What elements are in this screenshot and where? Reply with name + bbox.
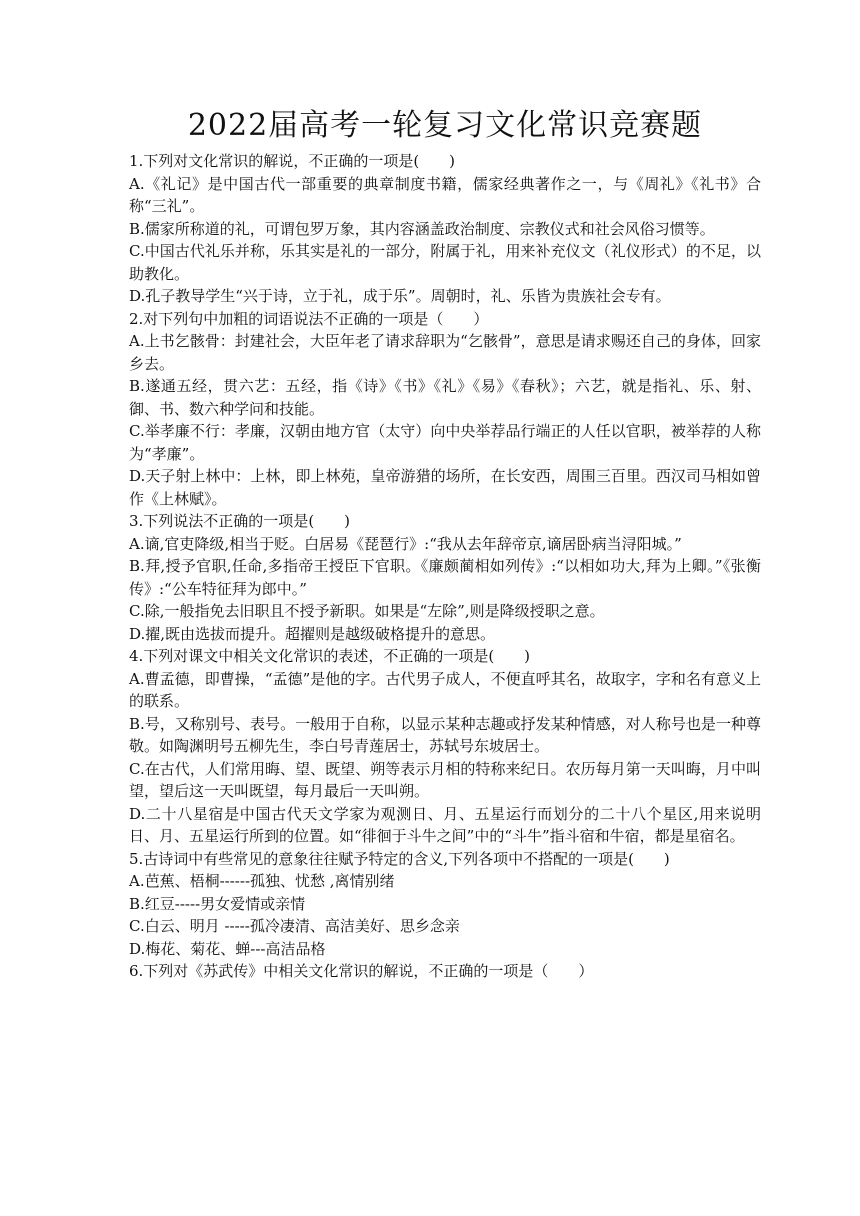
document-body [129,150,761,983]
question-2-option-d: D.天子射上林中：上林，即上林苑，皇帝游猎的场所，在长安西，周围三百里。西汉司马相如曾作《上林赋》。 [129,467,761,508]
question-2-stem: 2.对下列句中加粗的词语说法不正确的一项是（ ） [129,309,489,328]
question-5-option-b: B.红豆-----男女爱情或亲情 [129,894,306,913]
question-1-option-c: C.中国古代礼乐并称，乐其实是礼的一部分，附属于礼，用来补充仪文（礼仪形式）的不足，以助教化。 [129,242,761,283]
question-3-option-a: A.谪,官吏降级,相当于贬。白居易《琵琶行》:“我从去年辞帝京,谪居卧病当浔阳城。” [129,534,682,553]
question-2-option-a: A.上书乞骸骨：封建社会，大臣年老了请求辞职为“乞骸骨”，意思是请求赐还自己的身体，回家乡去。 [129,332,761,373]
question-1-stem: 1.下列对文化常识的解说，不正确的一项是( ) [129,152,456,170]
question-1-option-d: D.孔子教导学生“兴于诗，立于礼，成于乐”。周朝时，礼、乐皆为贵族社会专有。 [129,287,671,305]
question-3-option-c: C.除,一般指免去旧职且不授予新职。如果是“左除”,则是降级授职之意。 [129,602,605,620]
question-4-option-b: B.号，又称别号、表号。一般用于自称，以显示某种志趣或抒发某种情感，对人称号也是一种尊敬。如陶渊明号五柳先生，李白号青莲居士，苏轼号东坡居士。 [129,714,761,755]
document-title: 2022届高考一轮复习文化常识竞赛题 [187,108,703,143]
question-4-option-c: C.在古代，人们常用晦、望、既望、朔等表示月相的特称来纪日。农历每月第一天叫晦，月中叫望，望后这一天叫既望，每月最后一天叫朔。 [129,759,761,800]
question-1-option-b: B.儒家所称道的礼，可谓包罗万象，其内容涵盖政治制度、宗教仪式和社会风俗习惯等。 [129,219,715,238]
question-2-option-c: C.举孝廉不行：孝廉，汉朝由地方官（太守）向中央举荐品行端正的人任以官职，被举荐的人称为“孝廉”。 [129,422,761,463]
document-page [129,104,761,983]
question-6-stem: 6.下列对《苏武传》中相关文化常识的解说，不正确的一项是（ ） [129,962,594,980]
question-5-option-c: C.白云、明月 -----孤冷凄清、高洁美好、思乡念亲 [129,917,460,935]
question-4-stem: 4.下列对课文中相关文化常识的表述，不正确的一项是( ) [129,647,531,665]
question-3-stem: 3.下列说法不正确的一项是( ) [129,512,351,530]
question-5-stem: 5.古诗词中有些常见的意象往往赋予特定的含义,下列各项中不搭配的一项是( ) [129,849,670,868]
question-5-option-a: A.芭蕉、梧桐------孤独、忧愁 ,离情别绪 [129,872,395,890]
question-4-option-a: A.曹孟德，即曹操，“孟德”是他的字。古代男子成人，不便直呼其名，故取字，字和名有意义上的联系。 [129,669,761,710]
question-4-option-d: D.二十八星宿是中国古代天文学家为观测日、月、五星运行而划分的二十八个星区,用来说明日、月、五星运行所到的位置。如“徘徊于斗牛之间”中的“斗牛”指斗宿和牛宿，都是星宿名。 [129,804,761,845]
question-3-option-d: D.擢,既由选拔而提升。超擢则是越级破格提升的意思。 [129,624,496,643]
question-2-option-b: B.遂通五经，贯六艺：五经，指《诗》《书》《礼》《易》《春秋》；六艺，就是指礼、乐、射、御、书、数六种学问和技能。 [129,377,761,418]
question-5-option-d: D.梅花、菊花、蝉---高洁品格 [129,939,326,958]
question-3-option-b: B.拜,授予官职,任命,多指帝王授臣下官职。《廉颇蔺相如列传》:“以相如功大,拜为上卿。”《张衡传》:“公车特征拜为郎中。” [129,557,761,598]
question-1-option-a: A.《礼记》是中国古代一部重要的典章制度书籍，儒家经典著作之一，与《周礼》《礼书》合称“三礼”。 [129,174,761,215]
